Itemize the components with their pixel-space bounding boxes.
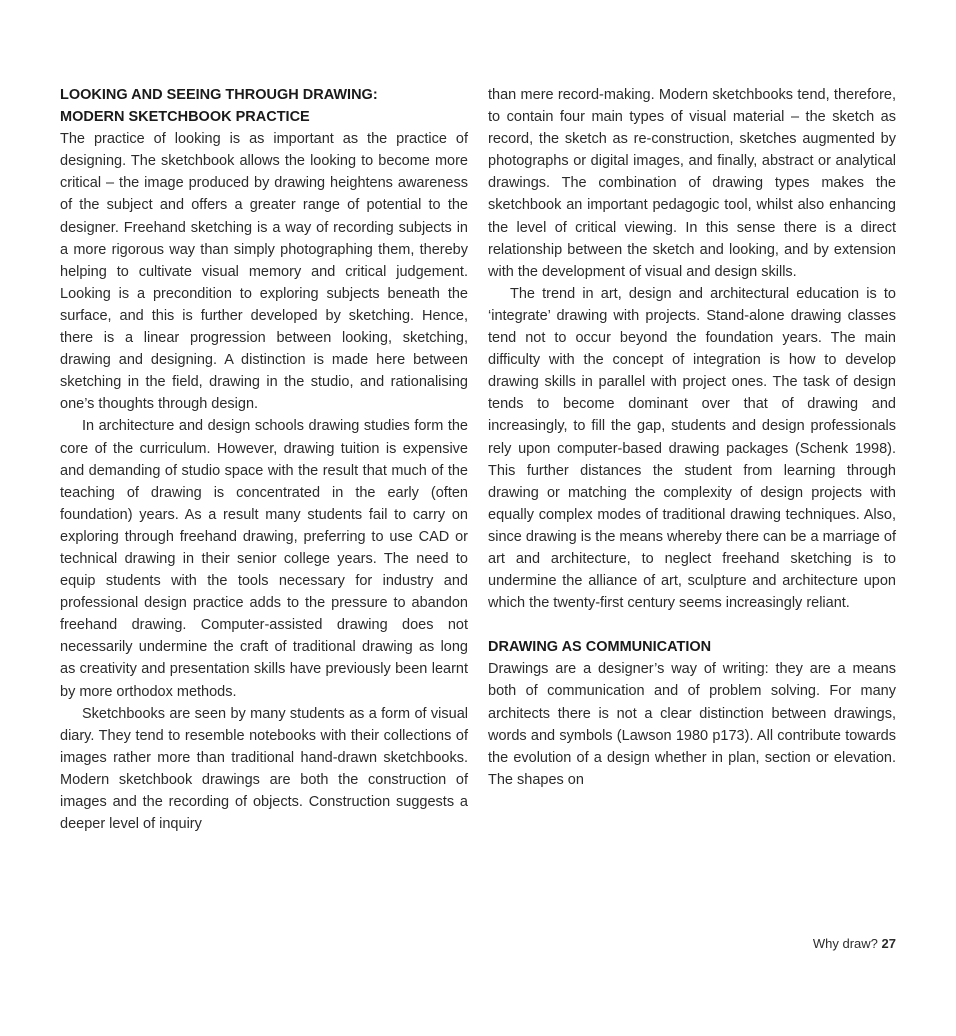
paragraph-sketchbooks: Sketchbooks are seen by many students as a form of visual diary. They tend to resemble notebooks with their collections of images rather more than traditional hand-drawn sketchbooks. Modern sketchbook drawings are both the construction of images and the recording of objects. Construction suggests a deeper level of inquiry	[60, 705, 468, 833]
running-title: Why draw?	[812, 936, 878, 951]
page-number: 27	[881, 936, 896, 951]
left-column	[60, 84, 468, 835]
paragraph-record-making: than mere record-making. Modern sketchbooks tend, therefore, to contain four main types of visual material – the sketch as record, the sketch as re-construction, sketches augmented by photographs or digital images, and finally, abstract or analytical drawings. The combination of drawing types makes the sketchbook an important pedagogic tool, whilst also enhancing the level of critical viewing. In this sense there is a direct relationship between the sketch and looking, and by extension with the development of visual and design skills.	[488, 87, 896, 280]
heading-line-1: LOOKING AND SEEING THROUGH DRAWING:	[60, 87, 378, 103]
section-spacer	[488, 614, 896, 636]
paragraph-communication: Drawings are a designer’s way of writing: they are a means both of communication and of problem solving. For many architects there is not a clear distinction between drawings, words and symbols (Lawson 1980 p173). All contribute towards the evolution of a design whether in plan, section or elevation. The shapes on	[488, 661, 896, 788]
paragraph-looking: The practice of looking is as important as the practice of designing. The sketchbook allows the looking to become more critical – the image produced by drawing heightens awareness of the subject and offers a greater range of potential to the designer. Freehand sketching is a way of recording subjects in a more rigorous way than simply photographing them, thereby helping to cultivate visual memory and critical judgement. Looking is a precondition to exploring subjects beneath the surface, and this is further developed by sketching. Hence, there is a linear progression between looking, sketching, drawing and designing. A distinction is made here between sketching in the field, drawing in the studio, and rationalising one’s thoughts through design.	[60, 131, 468, 413]
paragraph-schools: In architecture and design schools drawing studies form the core of the curriculum. However, drawing tuition is expensive and demanding of studio space with the result that much of the teaching of drawing is concentrated in the early (often foundation) years. As a result many students fail to carry on exploring through freehand drawing, preferring to use CAD or technical drawing in their senior college years. The need to equip students with the tools necessary for industry and professional design practice adds to the pressure to abandon freehand drawing. Computer-assisted drawing does not necessarily undermine the craft of traditional drawing as long as creativity and presentation skills have previously been learnt by more orthodox methods.	[60, 418, 468, 700]
section-heading-sketchbook	[60, 84, 468, 128]
right-column	[488, 84, 896, 791]
heading-line-2: MODERN SKETCHBOOK PRACTICE	[60, 109, 310, 126]
paragraph-trend: The trend in art, design and architectural education is to ‘integrate’ drawing with projects. Stand-alone drawing classes tend not to occur beyond the foundation years. The main difficulty with the concept of integration is how to develop drawing skills in parallel with project ones. The task of design tends to become dominant over that of drawing and increasingly, to fill the gap, students and design professionals rely upon computer-based drawing packages (Schenk 1998). This further distances the student from learning through drawing or matching the complexity of design projects with equally complex modes of traditional drawing techniques. Also, since drawing is the means whereby there can be a marriage of art and architecture, to neglect freehand sketching is to undermine the alliance of art, sculpture and architecture upon which the twenty-first century seems increasingly reliant.	[488, 285, 896, 612]
section-heading-communication: DRAWING AS COMMUNICATION	[488, 639, 712, 656]
page-footer	[813, 935, 896, 953]
